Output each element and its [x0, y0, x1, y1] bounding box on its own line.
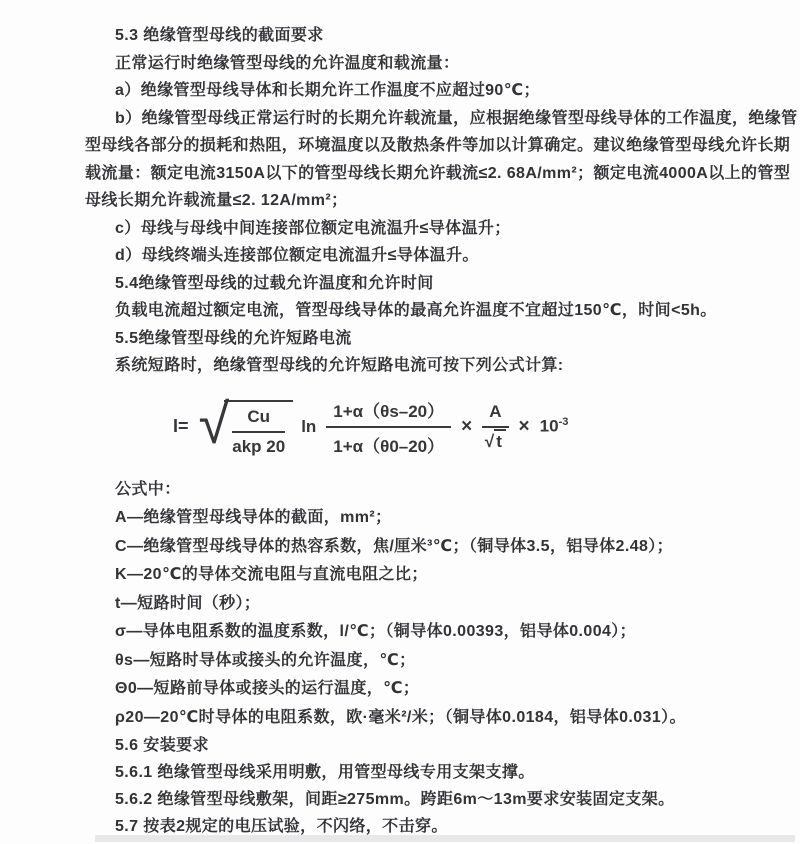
def-A: A—绝缘管型母线导体的截面，mm²；: [115, 509, 392, 526]
formula-sqrt-term: [198, 392, 294, 457]
fraction-3-denominator: [482, 428, 508, 452]
paragraph-normal-operation: 正常运行时绝缘管型母线的允许温度和载流量：: [115, 54, 460, 72]
radical-sign: √: [198, 392, 230, 455]
def-theta-0: Θ0—短路前导体或接头的运行温度，℃；: [115, 680, 420, 697]
item-b-line-3: 载流量：额定电流3150A以下的管型母线长期允许载流≤2. 68A/mm²；额定电流4000A以上的管型: [85, 164, 791, 182]
item-a: a）绝缘管型母线导体和长期允许工作温度不应超过90℃；: [115, 82, 540, 99]
paragraph-5-7: 5.7 按表2规定的电压试验，不闪络，不击穿。: [115, 818, 448, 835]
paragraph-5-6-2: 5.6.2 绝缘管型母线敷架，间距≥275mm。跨距6m～13m要求安装固定支架。: [115, 791, 675, 808]
formula-fraction-2: [326, 397, 451, 457]
fraction-2-numerator: 1+α（θs–20）: [326, 397, 451, 428]
def-C: C—绝缘管型母线导体的热容系数，焦/厘米³℃；（铜导体3.5，铝导体2.48）；: [115, 537, 674, 555]
multiply-sign-1: ×: [461, 415, 473, 437]
multiply-sign-2: ×: [518, 415, 530, 437]
def-K: K—20℃的导体交流电阻与直流电阻之比；: [115, 566, 428, 583]
fraction-1-numerator: Cu: [232, 407, 285, 433]
heading-5-4: 5.4绝缘管型母线的过载允许温度和允许时间: [115, 274, 434, 292]
formula-fraction-1: [232, 407, 285, 457]
power-base: 10: [539, 416, 559, 436]
fraction-2-denominator: 1+α（θ0–20）: [333, 436, 445, 456]
def-t: t—短路时间（秒）；: [115, 594, 261, 612]
item-d: d）母线终端头连接部位额定电流温升≤导体温升。: [115, 247, 479, 264]
defs-header: 公式中：: [115, 480, 181, 498]
shortcircuit-current-formula: [173, 388, 722, 466]
fraction-1-denominator: akp 20: [232, 437, 286, 456]
heading-5-6: 5.6 安装要求: [115, 737, 209, 754]
section-5-6-to-5-7: [85, 732, 722, 840]
ln-operator: ln: [301, 416, 317, 436]
heading-5-3: 5.3 绝缘管型母线的截面要求: [115, 27, 324, 44]
item-b-line-4: 母线长期允许载流量≤2. 12A/mm²；: [85, 192, 348, 209]
fraction-3-numerator: A: [482, 402, 508, 428]
section-5-3-to-5-5: [85, 22, 798, 380]
heading-5-5: 5.5绝缘管型母线的允许短路电流: [115, 329, 352, 347]
formula-symbol-definitions: [85, 476, 722, 733]
power-of-ten: [540, 416, 569, 437]
power-exponent: -3: [558, 416, 569, 429]
def-sigma: σ—导体电阻系数的温度系数，l/℃；（铜导体0.00393，铝导体0.004）；: [115, 623, 637, 640]
paragraph-5-6-1: 5.6.1 绝缘管型母线采用明敷，用管型母线专用支架支撑。: [115, 764, 535, 781]
sqrt-t-variable: t: [494, 429, 506, 451]
item-b-line-2: 型母线各部分的损耗和热阻，环境温度以及散热条件等加以计算确定。建议绝缘管型母线允许长期: [85, 137, 791, 154]
small-radical-sign: √: [484, 431, 495, 451]
formula-fraction-3: [482, 402, 508, 452]
def-rho-20: ρ20—20℃时导体的电阻系数，欧·毫米²/米；（铜导体0.0184，铝导体0.031）。: [115, 708, 686, 726]
formula-lhs: I=: [173, 416, 189, 436]
paragraph-shortcircuit-intro: 系统短路时，绝缘管型母线的允许短路电流可按下列公式计算:: [115, 357, 564, 374]
item-c: c）母线与母线中间连接部位额定电流温升≤导体温升；: [115, 219, 511, 237]
table-top-edge: [95, 835, 795, 842]
def-theta-s: θs—短路时导体或接头的允许温度，℃；: [115, 651, 416, 669]
item-b-line-1: b）绝缘管型母线正常运行时的长期允许载流量，应根据绝缘管型母线导体的工作温度，绝缘管: [115, 109, 798, 127]
paragraph-overload: 负载电流超过额定电流，管型母线导体的最高允许温度不宜超过150℃，时间<5h。: [115, 302, 717, 319]
